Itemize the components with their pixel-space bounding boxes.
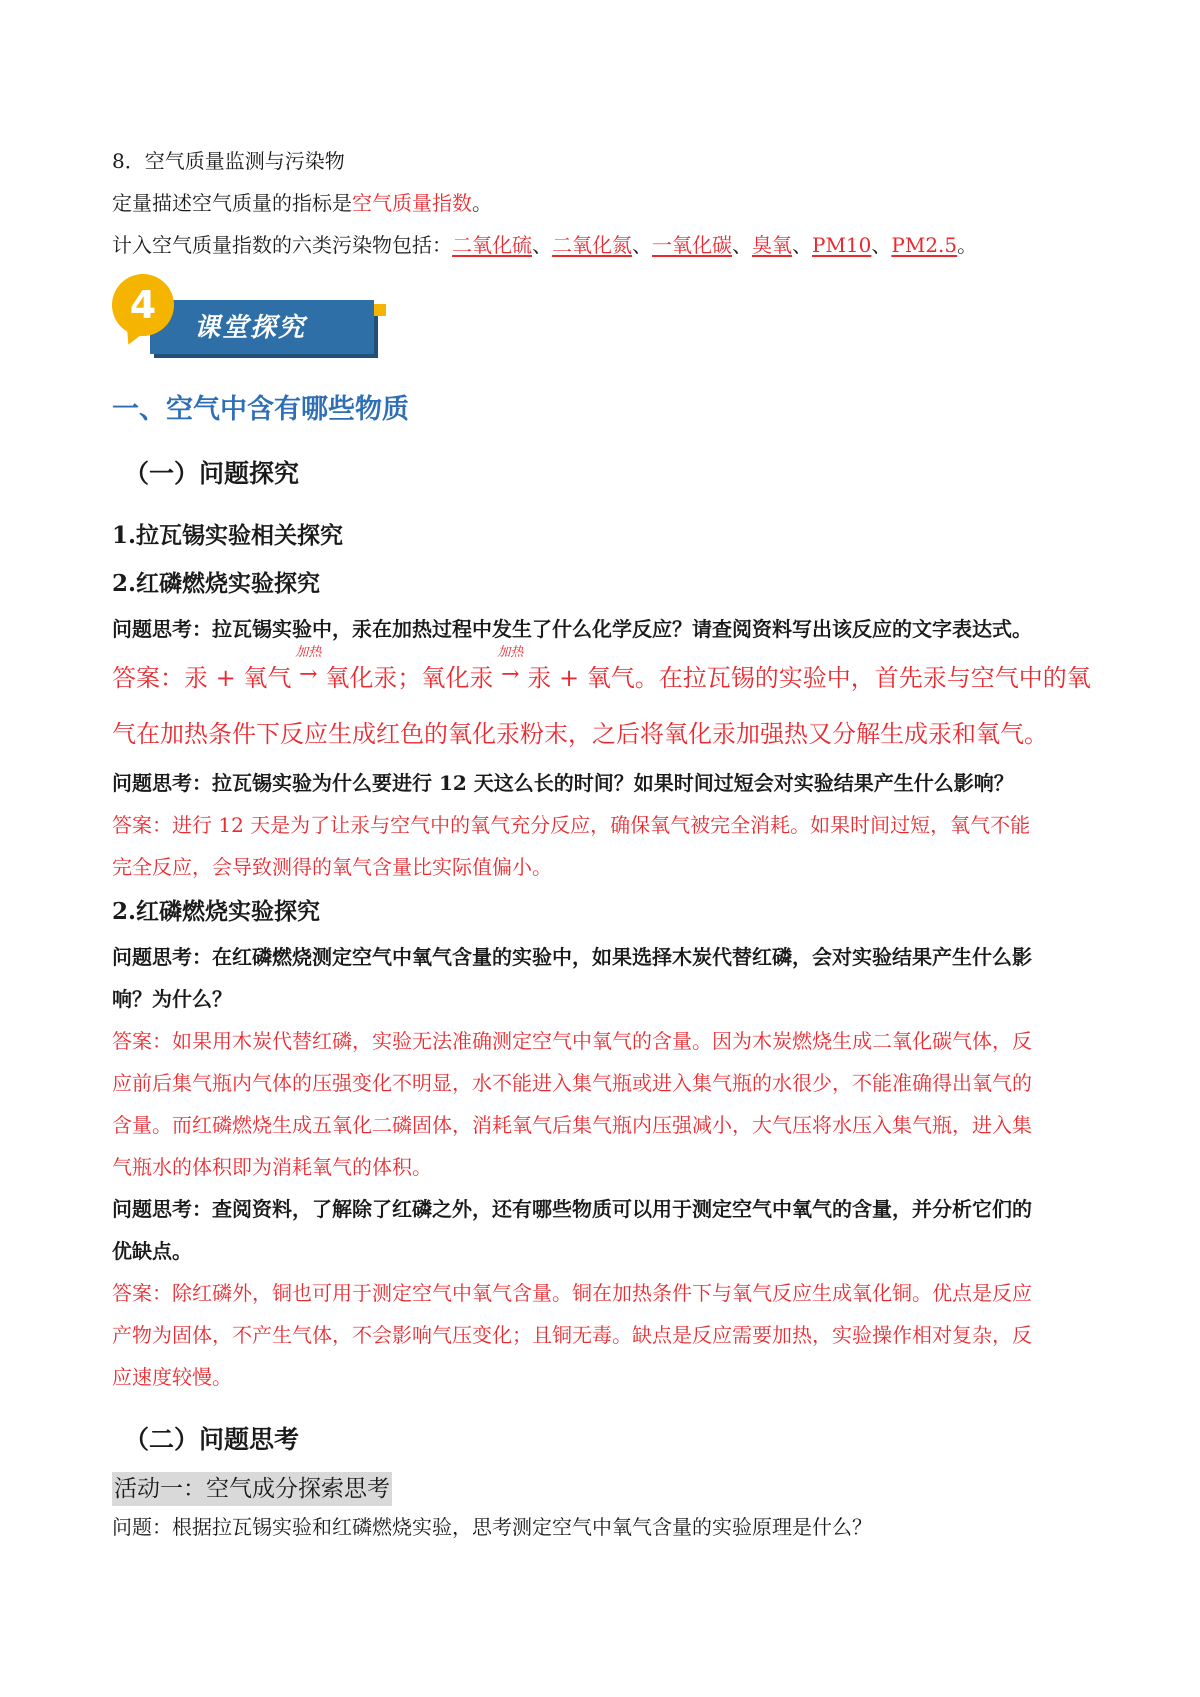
section-8-title: 8．空气质量监测与污染物 xyxy=(112,149,345,173)
aqi-definition-text: 定量描述空气质量的指标是 xyxy=(112,191,352,215)
pollutants-line xyxy=(112,224,1102,266)
document-body xyxy=(112,140,1102,1548)
reaction-condition: 加热 xyxy=(497,645,524,660)
subheading-red-phosphorus: 2.红磷燃烧实验探究 xyxy=(112,570,321,597)
separator: 、 xyxy=(871,233,892,257)
question-2: 问题思考：拉瓦锡实验为什么要进行 12 天这么长的时间？如果时间过短会对实验结果产生什么影响？ xyxy=(112,771,1014,795)
answer-3-line: 含量。而红磷燃烧生成五氧化二磷固体，消耗氧气后集气瓶内压强减小，大气压将水压入集气瓶，进入集 xyxy=(112,1113,1032,1137)
activity-question: 问题：根据拉瓦锡实验和红磷燃烧实验，思考测定空气中氧气含量的实验原理是什么？ xyxy=(112,1515,872,1539)
separator: 、 xyxy=(732,233,752,257)
pollutant-item: 一氧化碳 xyxy=(652,233,732,257)
period: 。 xyxy=(472,191,492,215)
aqi-term: 空气质量指数 xyxy=(352,191,472,215)
separator: 、 xyxy=(532,233,552,257)
answer-3-line: 应前后集气瓶内气体的压强变化不明显，水不能进入集气瓶或进入集气瓶的水很少，不能准确得出氧气的 xyxy=(112,1071,1032,1095)
question-3-line: 响？为什么？ xyxy=(112,987,232,1011)
pollutants-intro: 计入空气质量指数的六类污染物包括： xyxy=(112,233,452,257)
heading-2-problem-thinking: （二）问题思考 xyxy=(124,1425,300,1454)
equation-part: 氧化汞；氧化汞 xyxy=(325,664,494,692)
badge-decoration xyxy=(374,304,386,316)
subheading-red-phosphorus-repeat: 2.红磷燃烧实验探究 xyxy=(112,898,321,925)
arrow-icon: → xyxy=(299,662,318,687)
badge-number: 4 xyxy=(112,274,174,336)
period: 。 xyxy=(957,233,978,257)
answer-1-line-2: 气在加热条件下反应生成红色的氧化汞粉末，之后将氧化汞加强热又分解生成汞和氧气。 xyxy=(112,720,1048,748)
answer-1-line-1 xyxy=(112,645,1102,706)
reaction-arrow xyxy=(493,645,527,688)
answer-2-line: 答案：进行 12 天是为了让汞与空气中的氧气充分反应，确保氧气被完全消耗。如果时间过短，氧气不能 xyxy=(112,813,1031,837)
activity-row xyxy=(112,1460,1102,1506)
equation-part: 汞 + 氧气。在拉瓦锡的实验中，首先汞与空气中的氧 xyxy=(527,664,1091,692)
pollutant-item: PM10 xyxy=(812,233,872,257)
badge-label: 课堂探究 xyxy=(194,313,307,343)
question-1: 问题思考：拉瓦锡实验中，汞在加热过程中发生了什么化学反应？请查阅资料写出该反应的文字表达式。 xyxy=(112,617,1032,641)
pollutant-item: 二氧化硫 xyxy=(452,233,532,257)
arrow-icon: → xyxy=(501,662,520,687)
pollutant-item: PM2.5 xyxy=(891,233,958,257)
answer-4-line: 答案：除红磷外，铜也可用于测定空气中氧气含量。铜在加热条件下与氧气反应生成氧化铜。优点是反应 xyxy=(112,1281,1032,1305)
question-4-line: 问题思考：查阅资料，了解除了红磷之外，还有哪些物质可以用于测定空气中氧气的含量，并分析它们的 xyxy=(112,1197,1032,1221)
separator: 、 xyxy=(792,233,812,257)
answer-2-line: 完全反应，会导致测得的氧气含量比实际值偏小。 xyxy=(112,855,552,879)
activity-label: 活动一：空气成分探索思考 xyxy=(112,1472,392,1506)
answer-4-line: 应速度较慢。 xyxy=(112,1365,232,1389)
reaction-arrow xyxy=(291,645,325,688)
answer-4-line: 产物为固体，不产生气体，不会影响气压变化；且铜无毒。缺点是反应需要加热，实验操作相对复杂，反 xyxy=(112,1323,1032,1347)
pollutant-item: 二氧化氮 xyxy=(552,233,632,257)
section-badge xyxy=(112,274,1102,366)
subheading-lavoisier: 1.拉瓦锡实验相关探究 xyxy=(112,522,344,549)
heading-2-problem-inquiry: （一）问题探究 xyxy=(124,459,300,488)
answer-3-line: 气瓶水的体积即为消耗氧气的体积。 xyxy=(112,1155,432,1179)
answer-3-line: 答案：如果用木炭代替红磷，实验无法准确测定空气中氧气的含量。因为木炭燃烧生成二氧化碳气体，反 xyxy=(112,1029,1032,1053)
separator: 、 xyxy=(632,233,652,257)
question-4-line: 优缺点。 xyxy=(112,1239,192,1263)
equation-part: 汞 + 氧气 xyxy=(184,664,292,692)
aqi-definition xyxy=(112,182,1102,224)
badge-banner xyxy=(150,300,374,354)
answer-label: 答案： xyxy=(112,664,184,692)
reaction-condition: 加热 xyxy=(295,645,322,660)
pollutant-item: 臭氧 xyxy=(752,233,792,257)
question-3-line: 问题思考：在红磷燃烧测定空气中氧气含量的实验中，如果选择木炭代替红磷，会对实验结果产生什么影 xyxy=(112,945,1032,969)
heading-1: 一、空气中含有哪些物质 xyxy=(112,394,409,425)
